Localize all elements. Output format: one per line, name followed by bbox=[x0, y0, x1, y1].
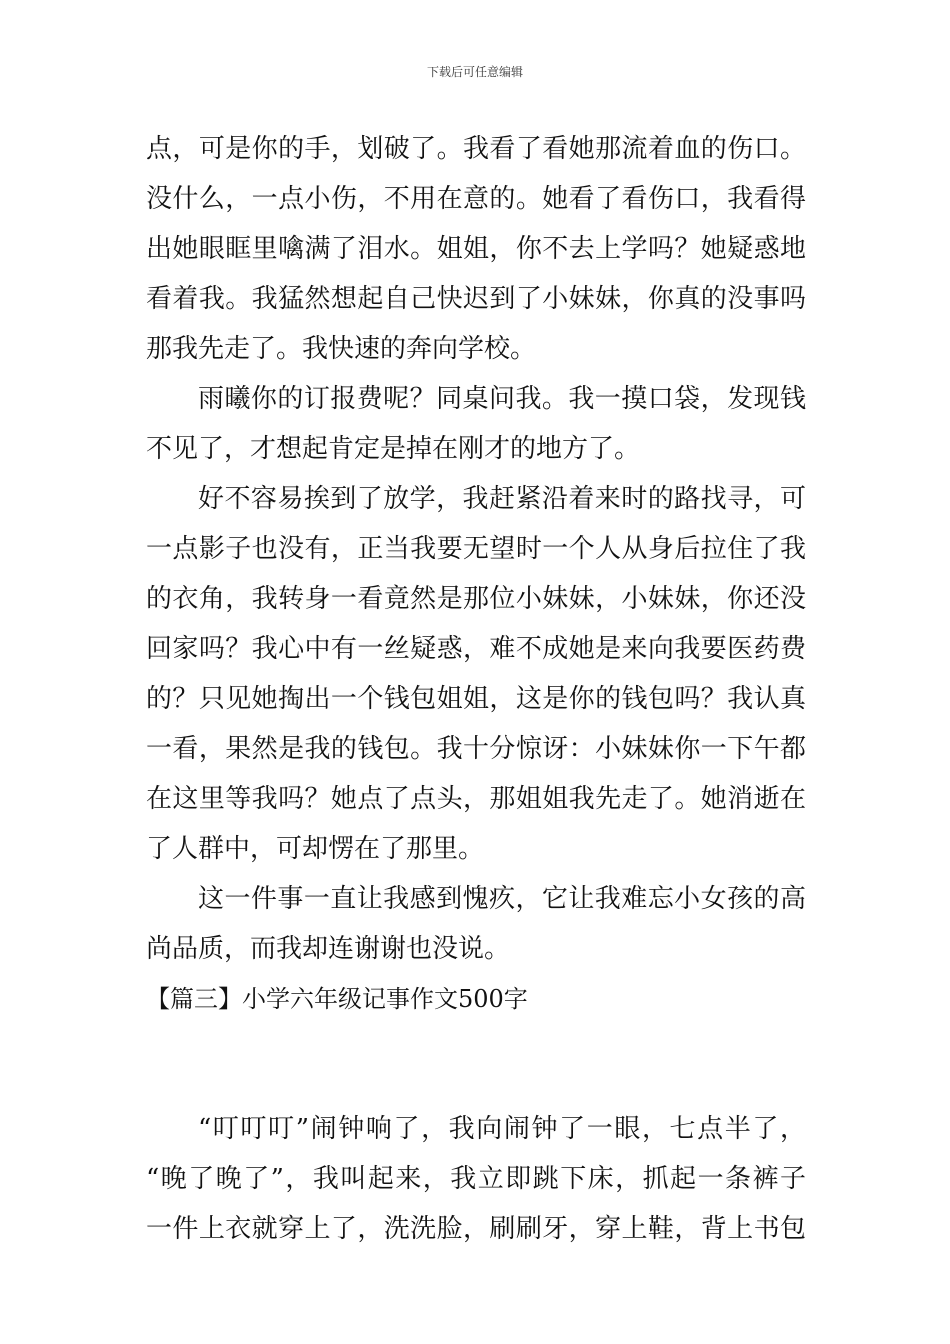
spacer bbox=[146, 1024, 806, 1104]
text-line: “晚了晚了”，我叫起来，我立即跳下床，抓起一条裤子 bbox=[146, 1164, 806, 1194]
text-line: 的衣角，我转身一看竟然是那位小妹妹，小妹妹，你还没 bbox=[146, 584, 806, 614]
document-body bbox=[146, 124, 806, 1254]
text-line: 雨曦你的订报费呢？同桌问我。我一摸口袋，发现钱 bbox=[198, 384, 806, 414]
text-line: 这一件事一直让我感到愧疚，它让我难忘小女孩的高 bbox=[198, 884, 806, 914]
section-heading: 【篇三】小学六年级记事作文500字 bbox=[146, 985, 528, 1013]
text-line: 回家吗？我心中有一丝疑惑，难不成她是来向我要医药费 bbox=[146, 634, 806, 664]
page-header: 下载后可任意编辑 bbox=[426, 65, 523, 79]
paragraph-5 bbox=[146, 1104, 806, 1254]
text-line: 尚品质，而我却连谢谢也没说。 bbox=[146, 934, 511, 964]
text-line: 一看，果然是我的钱包。我十分惊讶：小妹妹你一下午都 bbox=[146, 734, 806, 764]
text-line: 一件上衣就穿上了，洗洗脸，刷刷牙，穿上鞋，背上书包 bbox=[146, 1214, 806, 1244]
text-line: 点，可是你的手，划破了。我看了看她那流着血的伤口。 bbox=[146, 134, 806, 164]
text-line: 出她眼眶里噙满了泪水。姐姐，你不去上学吗？她疑惑地 bbox=[146, 234, 806, 264]
text-line: 了人群中，可却愣在了那里。 bbox=[146, 834, 485, 864]
text-line: 的？只见她掏出一个钱包姐姐，这是你的钱包吗？我认真 bbox=[146, 684, 806, 714]
text-line: 好不容易挨到了放学，我赶紧沿着来时的路找寻，可 bbox=[198, 484, 806, 514]
paragraph-3 bbox=[146, 474, 806, 874]
text-line: 看着我。我猛然想起自己快迟到了小妹妹，你真的没事吗 bbox=[146, 284, 806, 314]
text-line: 一点影子也没有，正当我要无望时一个人从身后拉住了我 bbox=[146, 534, 806, 564]
text-line: 那我先走了。我快速的奔向学校。 bbox=[146, 334, 537, 364]
text-line: 不见了，才想起肯定是掉在刚才的地方了。 bbox=[146, 434, 641, 464]
paragraph-2 bbox=[146, 374, 806, 474]
text-line: “叮叮叮”闹钟响了，我向闹钟了一眼，七点半了， bbox=[198, 1114, 806, 1144]
paragraph-1 bbox=[146, 124, 806, 374]
paragraph-4 bbox=[146, 874, 806, 974]
text-line: 在这里等我吗？她点了点头，那姐姐我先走了。她消逝在 bbox=[146, 784, 806, 814]
text-line: 没什么，一点小伤，不用在意的。她看了看伤口，我看得 bbox=[146, 184, 806, 214]
